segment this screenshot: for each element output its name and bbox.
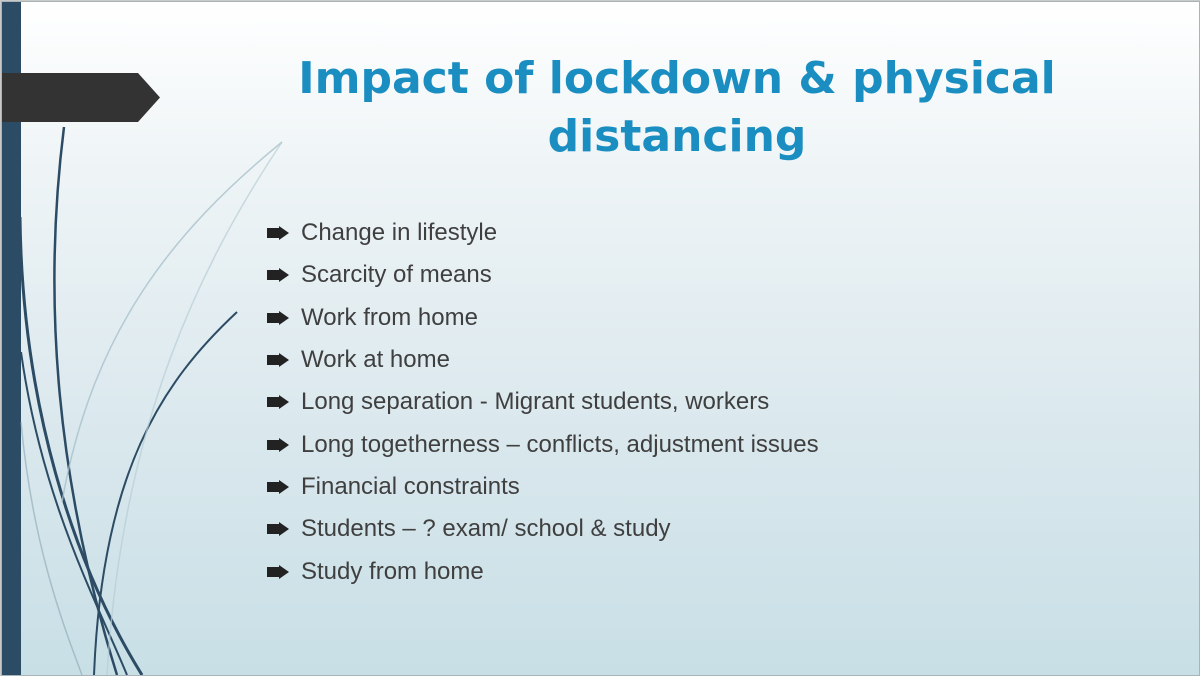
arrow-bullet-icon [267,268,289,282]
bullet-text: Long togetherness – conflicts, adjustment issues [301,430,819,458]
bullet-list [267,212,819,593]
list-item [267,297,819,339]
list-item [267,423,819,465]
arrow-bullet-icon [267,311,289,325]
arrow-bullet-icon [267,480,289,494]
list-item [267,254,819,296]
bullet-text: Work at home [301,346,450,374]
arrow-bullet-icon [267,565,289,579]
list-item [267,339,819,381]
slide-title: Impact of lockdown & physical distancing [298,53,1056,162]
bullet-text: Study from home [301,557,484,585]
bullet-text: Financial constraints [301,472,520,500]
bullet-text: Long separation - Migrant students, workers [301,388,770,416]
list-item [267,508,819,550]
bullet-text: Change in lifestyle [301,219,498,247]
arrow-bullet-icon [267,353,289,367]
title-tag-shape [2,73,162,122]
list-item [267,381,819,423]
list-item [267,466,819,508]
arrow-bullet-icon [267,438,289,452]
list-item [267,550,819,592]
arrow-bullet-icon [267,522,289,536]
bullet-text: Scarcity of means [301,261,492,289]
bullet-text: Students – ? exam/ school & study [301,515,671,543]
bullet-text: Work from home [301,303,478,331]
slide [1,1,1200,676]
list-item [267,212,819,254]
arrow-bullet-icon [267,395,289,409]
arrow-bullet-icon [267,226,289,240]
